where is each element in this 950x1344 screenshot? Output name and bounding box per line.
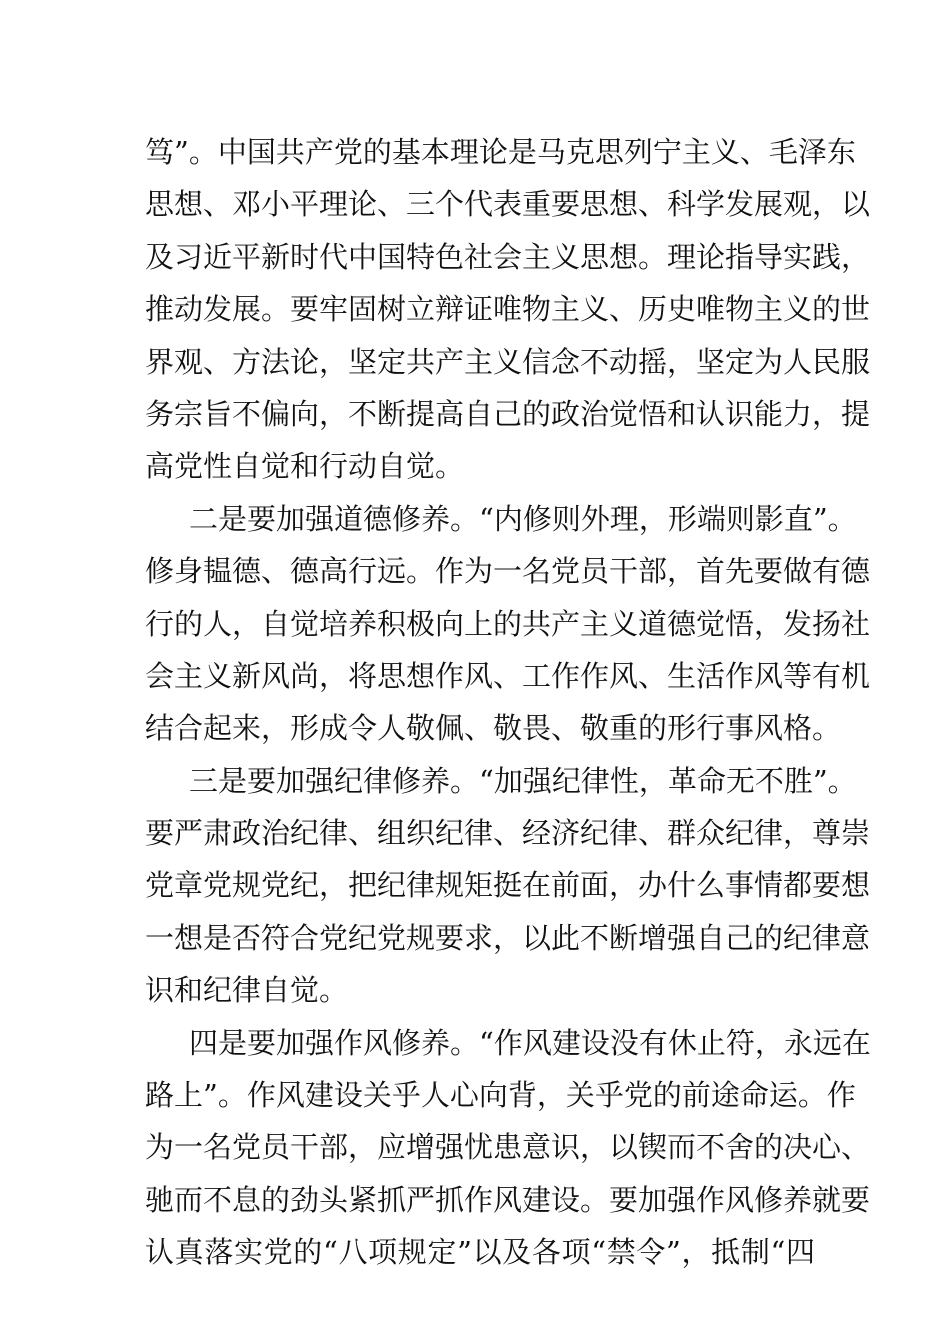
text-line: 识和纪律自觉。	[145, 973, 349, 1008]
text-line: 及习近平新时代中国特色社会主义思想。理论指导实践，	[145, 239, 871, 274]
text-line: 路上”。作风建设关乎人心向背，关乎党的前途命运。作	[145, 1078, 856, 1113]
paragraph-start-line: 四是要加强作风修养。“作风建设没有休止符，永远在	[189, 1025, 871, 1060]
text-line: 高党性自觉和行动自觉。	[145, 449, 465, 484]
paragraph-start-line: 二是要加强道德修养。“内修则外理，形端则影直”。	[189, 501, 857, 536]
text-line: 修身韫德、德高行远。作为一名党员干部，首先要做有德	[145, 554, 871, 589]
text-line: 笃”。中国共产党的基本理论是马克思列宁主义、毛泽东	[145, 135, 856, 169]
text-line: 界观、方法论，坚定共产主义信念不动摇，坚定为人民服	[145, 344, 871, 379]
text-line: 结合起来，形成令人敬佩、敬畏、敬重的形行事风格。	[145, 711, 842, 746]
text-line: 行的人，自觉培养积极向上的共产主义道德觉悟，发扬社	[145, 606, 871, 641]
text-line: 一想是否符合党纪党规要求，以此不断增强自己的纪律意	[145, 920, 871, 955]
text-line: 推动发展。要牢固树立辩证唯物主义、历史唯物主义的世	[145, 292, 871, 327]
paragraph-start-line: 三是要加强纪律修养。“加强纪律性，革命无不胜”。	[189, 763, 857, 798]
body-text	[145, 126, 871, 1279]
text-line: 认真落实党的“八项规定”以及各项“禁令”，抵制“四	[145, 1235, 815, 1270]
text-line: 会主义新风尚，将思想作风、工作作风、生活作风等有机	[145, 658, 871, 693]
text-line: 思想、邓小平理论、三个代表重要思想、科学发展观，以	[145, 187, 871, 222]
text-line: 党章党规党纪，把纪律规矩挺在前面，办什么事情都要想	[145, 868, 871, 903]
text-line: 为一名党员干部，应增强忧患意识，以锲而不舍的决心、	[145, 1130, 871, 1165]
text-line: 要严肃政治纪律、组织纪律、经济纪律、群众纪律，尊崇	[145, 816, 871, 851]
text-line: 驰而不息的劲头紧抓严抓作风建设。要加强作风修养就要	[145, 1182, 871, 1217]
text-line: 务宗旨不偏向，不断提高自己的政治觉悟和认识能力，提	[145, 396, 871, 431]
